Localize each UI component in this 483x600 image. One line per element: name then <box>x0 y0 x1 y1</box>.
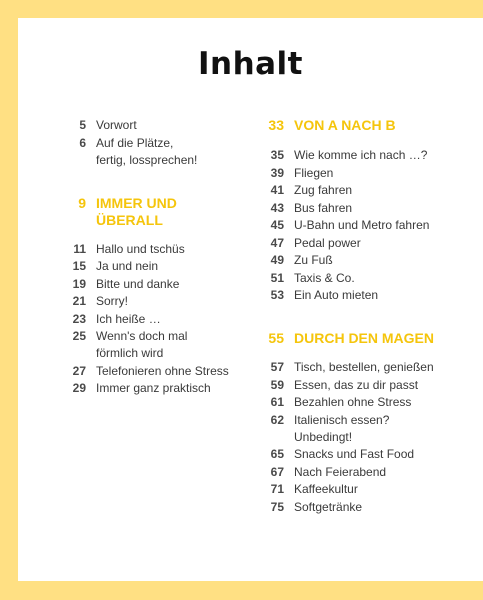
toc-entry[interactable] <box>256 182 466 199</box>
toc-entry[interactable] <box>256 235 466 252</box>
toc-entry[interactable] <box>256 165 466 182</box>
entry-title: Bezahlen ohne Stress <box>294 395 412 409</box>
toc-entry[interactable] <box>256 446 466 463</box>
entry-group <box>256 359 466 516</box>
entry-page-number: 29 <box>72 381 86 395</box>
entry-page-number: 59 <box>270 377 284 392</box>
entry-page-number: 47 <box>270 235 284 250</box>
toc-right-column <box>256 117 466 516</box>
entry-page-number: 39 <box>270 165 284 180</box>
entry-title: Fliegen <box>294 165 334 180</box>
entry-title: Ein Auto mieten <box>294 288 379 302</box>
chapter-heading[interactable] <box>256 330 466 347</box>
entry-title: Bus fahren <box>294 200 353 215</box>
entry-title: Softgetränke <box>294 499 363 514</box>
entry-page-number: 19 <box>72 276 86 291</box>
entry-title: Essen, das zu dir passt <box>294 377 419 392</box>
toc-entry[interactable] <box>256 499 466 516</box>
entry-page-number: 43 <box>270 200 284 215</box>
toc-entry[interactable] <box>58 363 258 380</box>
toc-entry[interactable] <box>58 117 258 134</box>
entry-page-number: 25 <box>72 329 86 343</box>
chapter-title: VON A NACH B <box>294 117 396 133</box>
entry-page-number: 71 <box>270 482 284 496</box>
entry-page-number: 27 <box>72 363 86 378</box>
toc-entry[interactable] <box>58 328 258 362</box>
toc-left-column <box>58 117 258 398</box>
toc-entry[interactable] <box>256 287 466 304</box>
toc-entry[interactable] <box>256 464 466 481</box>
toc-entry[interactable] <box>256 359 466 376</box>
entry-page-number: 23 <box>72 311 86 326</box>
toc-entry[interactable] <box>256 377 466 394</box>
entry-page-number: 41 <box>270 183 284 197</box>
entry-page-number: 53 <box>270 288 284 302</box>
toc-entry[interactable] <box>256 270 466 287</box>
entry-group <box>58 241 258 398</box>
entry-title: Zu Fuß <box>294 253 333 267</box>
entry-page-number: 15 <box>72 259 86 273</box>
entry-title: Vorwort <box>96 118 137 132</box>
entry-page-number: 21 <box>72 294 86 308</box>
page-title: Inhalt <box>197 46 304 82</box>
toc-entry[interactable] <box>256 217 466 234</box>
entry-page-number: 65 <box>270 447 284 461</box>
toc-entry[interactable] <box>58 380 258 397</box>
toc-entry[interactable] <box>58 311 258 328</box>
chapter-page-number: 9 <box>78 194 86 211</box>
entry-title: Snacks und Fast Food <box>294 447 415 461</box>
toc-entry[interactable] <box>256 481 466 498</box>
entry-title: Nach Feierabend <box>294 464 387 479</box>
entry-title: Sorry! <box>96 294 129 308</box>
entry-title: U-Bahn und Metro fahren <box>294 218 430 232</box>
entry-group <box>256 147 466 304</box>
chapter-title: IMMER UND ÜBERALL <box>96 194 177 228</box>
toc-entry[interactable] <box>256 200 466 217</box>
entry-title: Italienisch essen? Unbedingt! <box>294 412 390 444</box>
toc-entry[interactable] <box>256 412 466 446</box>
chapter-title: DURCH DEN MAGEN <box>294 330 434 346</box>
entry-title: Ja und nein <box>96 259 159 273</box>
entry-title: Taxis & Co. <box>294 270 355 285</box>
entry-page-number: 57 <box>270 360 284 374</box>
entry-title: Immer ganz praktisch <box>96 381 211 395</box>
toc-entry[interactable] <box>58 276 258 293</box>
entry-page-number: 61 <box>270 395 284 409</box>
entry-page-number: 51 <box>270 270 284 285</box>
toc-entry[interactable] <box>58 135 258 169</box>
toc-entry[interactable] <box>256 252 466 269</box>
entry-title: Ich heiße … <box>96 311 161 326</box>
entry-title: Zug fahren <box>294 183 353 197</box>
entry-page-number: 49 <box>270 253 284 267</box>
entry-page-number: 75 <box>270 499 284 514</box>
entry-group <box>58 117 258 169</box>
entry-title: Kaffeekultur <box>294 482 358 496</box>
chapter-page-number: 55 <box>268 330 284 346</box>
entry-page-number: 6 <box>79 135 86 150</box>
entry-title: Tisch, bestellen, genießen <box>294 360 434 374</box>
toc-entry[interactable] <box>256 394 466 411</box>
chapter-heading[interactable] <box>58 195 258 229</box>
entry-title: Telefonieren ohne Stress <box>96 363 229 378</box>
entry-title: Auf die Plätze, fertig, lossprechen! <box>96 135 198 167</box>
toc-entry[interactable] <box>256 147 466 164</box>
entry-title: Bitte und danke <box>96 276 180 291</box>
toc-page <box>18 18 483 581</box>
entry-page-number: 45 <box>270 218 284 232</box>
chapter-heading[interactable] <box>256 117 466 134</box>
entry-page-number: 67 <box>270 464 284 479</box>
entry-title: Pedal power <box>294 235 361 250</box>
toc-entry[interactable] <box>58 241 258 258</box>
entry-title: Wie komme ich nach …? <box>294 148 428 162</box>
entry-title: Wenn's doch mal förmlich wird <box>96 329 188 360</box>
chapter-page-number: 33 <box>268 117 284 133</box>
entry-page-number: 11 <box>73 241 86 256</box>
toc-entry[interactable] <box>58 293 258 310</box>
toc-entry[interactable] <box>58 258 258 275</box>
entry-page-number: 35 <box>270 148 284 162</box>
entry-title: Hallo und tschüs <box>96 241 185 256</box>
entry-page-number: 62 <box>270 412 284 427</box>
entry-page-number: 5 <box>79 118 86 132</box>
